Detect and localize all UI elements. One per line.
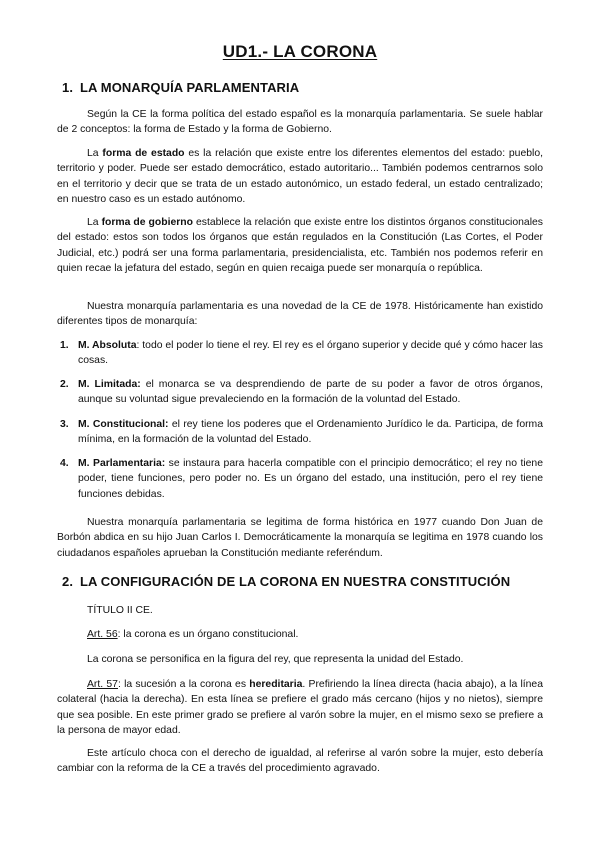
- paragraph-intro: Según la CE la forma política del estado español es la monarquía parlamentaria. Se suele hablar de 2 conceptos: la forma de Estado y la forma de Gobierno.: [57, 109, 543, 136]
- term-forma-gobierno: forma de gobierno: [101, 217, 193, 228]
- art-57-label: Art. 57: [87, 679, 118, 690]
- list-item-limitada: 2. M. Limitada: el monarca se va desprendiendo de parte de su poder a favor de otros órganos, aunque su voluntad sigue prevaleciendo en la formación de la voluntad del Estado.: [60, 379, 543, 406]
- section-1-heading: [62, 80, 299, 95]
- section-2-title: LA CONFIGURACIÓN DE LA CORONA EN NUESTRA CONSTITUCIÓN: [80, 574, 511, 589]
- section-1-number: 1.: [62, 80, 74, 95]
- paragraph-igualdad: Este artículo choca con el derecho de igualdad, al referirse al varón sobre la mujer, esto debería cambiar con la reforma de la CE a través del procedimiento agravado.: [57, 748, 543, 775]
- section-2-heading: [62, 574, 510, 589]
- section-1-title: LA MONARQUÍA PARLAMENTARIA: [80, 80, 300, 95]
- paragraph-forma-estado: La forma de estado es la relación que existe entre los diferentes elementos del estado: pueblo, territorio y poder. Puede ser estado democrático, estado autoritario... También podemos centrarnos solo en el territorio y decir que se trata de un estado autonómico, un estado federal, un estado centralizado; en nuestro caso es un estado autónomo.: [57, 148, 543, 206]
- paragraph-forma-gobierno: La forma de gobierno establece la relación que existe entre los distintos órganos constitucionales del estado: estos son todos los órganos que están regulados en la Constitución (Las Cortes, el Poder Judicial, etc.) podrá ser una forma parlamentaria, presidencialista, etc. También nos podemos referir en quien recae la jefatura del estado, según en quien recaiga puede ser monarquía o república.: [57, 217, 543, 275]
- list-item-parlamentaria: 4. M. Parlamentaria: se instaura para hacerla compatible con el principio democrático; el rey no tiene poder, tiene funciones, pero poder no. Es un órgano del estado, una institución, pero el rey tiene funciones debidas.: [60, 458, 543, 500]
- paragraph-personifica: La corona se personifica en la figura del rey, que representa la unidad del Estado.: [87, 654, 464, 665]
- document-title: UD1.- LA CORONA: [222, 42, 378, 61]
- art-56-label: Art. 56: [87, 629, 118, 640]
- paragraph-legitimacion: Nuestra monarquía parlamentaria se legitima de forma histórica en 1977 cuando Don Juan de Borbón abdica en su hijo Juan Carlos I. Democráticamente la monarquía se legitima en 1978 cuando los ciudadanos españoles aprueban la Constitución mediante referéndum.: [57, 517, 543, 559]
- list-item-absoluta: 1. M. Absoluta: todo el poder lo tiene el rey. El rey es el órgano superior y decide qué y cómo hacer las cosas.: [60, 340, 543, 367]
- paragraph-novedad: Nuestra monarquía parlamentaria es una novedad de la CE de 1978. Históricamente han existido diferentes tipos de monarquía:: [57, 301, 543, 328]
- term-forma-estado: forma de estado: [102, 148, 185, 159]
- term-hereditaria: hereditaria: [249, 679, 303, 690]
- titulo-ii: TÍTULO II CE.: [87, 605, 153, 616]
- paragraph-art-56: Art. 56: la corona es un órgano constitucional.: [87, 629, 299, 640]
- section-2-number: 2.: [62, 574, 74, 589]
- list-item-constitucional: 3. M. Constitucional: el rey tiene los poderes que el Ordenamiento Jurídico le da. Participa, de forma mínima, en la formación de la voluntad del Estado.: [60, 419, 543, 446]
- paragraph-art-57: Art. 57: la sucesión a la corona es hereditaria. Prefiriendo la línea directa (hacia abajo), a la línea colateral (hacia la derecha). En esta línea se prefiere el grado más cercano (hijos y no nietos), siempre que sea posible. En este primer grado se prefiere al varón sobre la mujer, en el mismo sexo se prefiere a la persona de mayor edad.: [57, 679, 543, 737]
